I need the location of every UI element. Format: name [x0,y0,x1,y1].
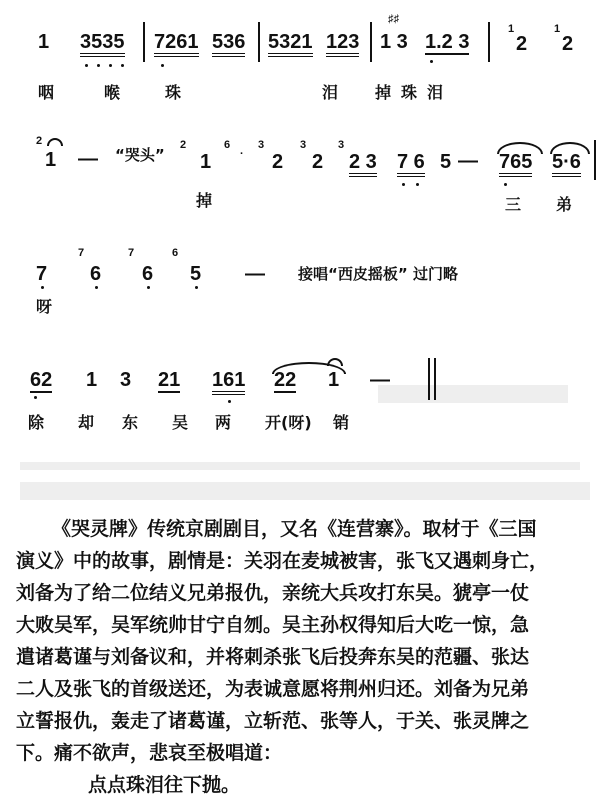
lyric: 销 [333,413,350,432]
note: 1 [86,369,98,391]
octave-dot [161,64,164,67]
barline [143,22,145,62]
bleed-through-mark [20,462,580,470]
note: 2 3 [349,152,377,177]
description-paragraph [16,513,596,801]
lyric: 掉珠泪 [375,83,454,102]
final-barline [428,358,430,400]
note: 765 [499,152,532,177]
grace-note: 3 [338,139,345,151]
paragraph-line: 《哭灵牌》传统京剧剧目，又名《连营寨》。取材于《三国 [52,518,537,540]
lyric: 喉 [104,83,121,102]
grace-note: 1 [508,23,515,35]
bleed-through-mark [378,385,568,403]
octave-dot [95,286,98,289]
lyric: 弟 [556,195,573,214]
grace-note: 3 [258,139,265,151]
lyric: 珠 [165,83,182,102]
octave-dot [195,286,198,289]
paragraph-line: 刘备为了给二位结义兄弟报仇，亲统大兵攻打东吴。猇亭一仗 [16,582,530,604]
final-barline [434,358,436,400]
lyric: 却 [78,413,95,432]
grace-note: 3 [300,139,307,151]
grace-dot: . [240,145,244,157]
note: 5·6 [552,152,581,177]
note: 1.2 3 [425,31,470,53]
barline [258,22,260,62]
octave-dot [109,64,112,67]
note: 62 [30,369,53,391]
note: 2 [312,151,324,173]
grace-note: 2 [36,135,43,147]
note: 1 3 [380,31,408,53]
octave-dot [34,396,37,399]
lyric-line: 点点珠泪往下抛。 [88,774,241,796]
lyric: 泪 [322,83,339,102]
note: 5321 [268,32,313,57]
octave-dot [430,60,433,63]
note: 1 [45,149,57,171]
note: 536 [212,32,245,57]
lyric: 两 [215,413,232,432]
barline [370,22,372,62]
bleed-through-mark [20,482,590,500]
dash: — [78,148,98,170]
lyric: 除 [28,413,45,432]
note: 123 [326,32,359,57]
note: 7 [36,263,48,285]
note: 1 [328,369,340,391]
octave-dot [416,183,419,186]
octave-dot [402,183,405,186]
sharp-sign: ♯♯ [388,13,399,25]
dash: — [245,263,265,285]
grace-note: 2 [180,139,187,151]
octave-dot [41,286,44,289]
note: 2 [272,151,284,173]
note: 5 [190,263,202,285]
note: 5 [440,151,452,173]
note: 1 [200,151,212,173]
dash: — [370,369,390,391]
paragraph-line: 遣诸葛谨与刘备议和，并将刺杀张飞后投奔东吴的范疆、张达 [16,646,530,668]
note: 6 [90,263,102,285]
paragraph-line: 二人及张飞的首级送还，为表诚意愿将荆州归还。刘备为兄弟 [16,678,530,700]
note: 2 [516,33,528,55]
grace-note: 6 [172,247,179,259]
lyric: 吴 [172,413,189,432]
octave-dot [228,400,231,403]
paragraph-line: 下。痛不欲声，悲哀至极唱道： [16,742,283,764]
lyric: 掉 [196,191,213,210]
octave-dot [147,286,150,289]
barline [594,140,596,180]
grace-note: 7 [128,247,135,259]
grace-note: 1 [554,23,561,35]
note: 2 [562,33,574,55]
note: 6 [142,263,154,285]
paragraph-line: 演义》中的故事，剧情是：关羽在麦城被害，张飞又遇刺身亡， [16,550,549,572]
octave-dot [97,64,100,67]
lyric: 开(呀) [265,413,312,432]
dash: — [458,150,478,172]
grace-note: 6 [224,139,231,151]
lyric: 东 [122,413,139,432]
note: 7 6 [397,152,425,177]
note: 161 [212,370,245,395]
singing-note: “哭头” [115,146,165,164]
paragraph-line: 立誓报仇，轰走了诸葛谨，立斩范、张等人，于关、张灵牌之 [16,710,530,732]
fermata [47,138,63,146]
note: 7261 [154,32,199,57]
fermata [327,358,343,366]
lyric: 咽 [38,83,55,102]
paragraph-line: 大败吴军，吴军统帅甘宁自刎。吴主孙权得知后大吃一惊，急 [16,614,530,636]
performance-direction: 接唱“西皮摇板” 过门略 [298,265,458,283]
octave-dot [504,183,507,186]
note: 22 [274,369,297,391]
grace-note: 7 [78,247,85,259]
note: 21 [158,369,181,391]
note: 1 [38,31,50,53]
octave-dot [121,64,124,67]
lyric: 呀 [36,297,53,316]
note: 3535 [80,32,125,57]
lyric: 三 [505,195,522,214]
note: 3 [120,369,132,391]
barline [488,22,490,62]
octave-dot [85,64,88,67]
